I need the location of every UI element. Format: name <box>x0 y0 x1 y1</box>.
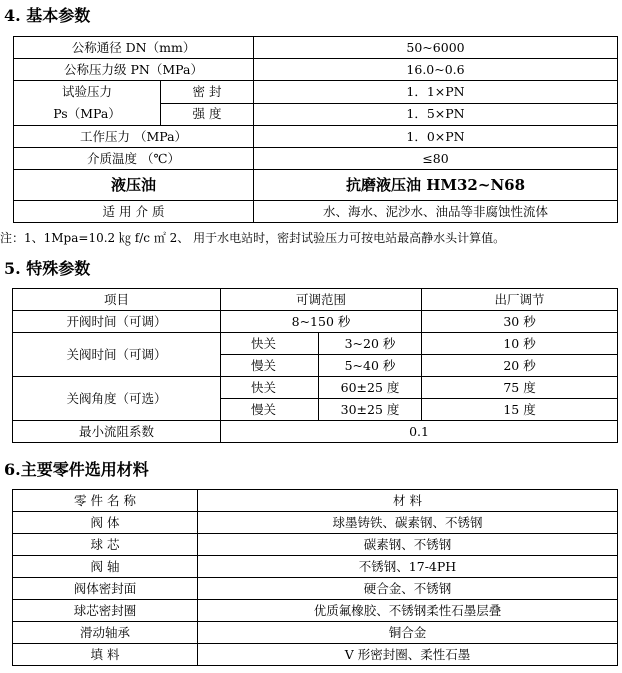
param-label: 适 用 介 质 <box>14 201 254 223</box>
test-pressure-label <box>14 81 161 126</box>
param-label: 液压油 <box>14 170 254 201</box>
part-name: 阀 体 <box>13 512 198 534</box>
param-value: 抗磨液压油 HM32~N68 <box>254 170 618 201</box>
footnote: 注：1、1Mpa=10.2 ㎏ f/c ㎡ 2、 用于水电站时，密封试验压力可按电站最高静水头计算值。 <box>0 231 506 245</box>
table-row <box>13 333 618 355</box>
param-label: 公称通径 DN（mm） <box>14 37 254 59</box>
param-value: 1．1×PN <box>254 81 618 104</box>
param-value: 50~6000 <box>254 37 618 59</box>
param-value: 1．5×PN <box>254 103 618 126</box>
table-row <box>14 170 618 201</box>
param-value: 1．0×PN <box>254 126 618 148</box>
table-row <box>13 289 618 311</box>
test-pressure-label-1: 试验压力 <box>61 84 112 99</box>
item-label: 最小流阻系数 <box>13 421 221 443</box>
item-label: 关阀角度（可选） <box>13 377 221 421</box>
table-row <box>13 311 618 333</box>
material: 优质氟橡胶、不锈钢柔性石墨层叠 <box>198 600 618 622</box>
range-value: 0.1 <box>221 421 618 443</box>
param-sublabel: 密 封 <box>161 81 254 104</box>
range-value: 5~40 秒 <box>319 355 422 377</box>
param-value: 水、海水、泥沙水、油品等非腐蚀性流体 <box>254 201 618 223</box>
part-name: 球芯密封圈 <box>13 600 198 622</box>
section4-heading: 4. 基本参数 <box>4 6 91 25</box>
factory-value: 30 秒 <box>422 311 618 333</box>
table-row <box>13 600 618 622</box>
material: 硬合金、不锈钢 <box>198 578 618 600</box>
param-value: ≤80 <box>254 148 618 170</box>
table-row <box>14 59 618 81</box>
table-row <box>14 37 618 59</box>
part-name: 阀 轴 <box>13 556 198 578</box>
range-value: 3~20 秒 <box>319 333 422 355</box>
material: 不锈钢、17-4PH <box>198 556 618 578</box>
material: 碳素钢、不锈钢 <box>198 534 618 556</box>
factory-value: 15 度 <box>422 399 618 421</box>
header-cell: 项目 <box>13 289 221 311</box>
table-row <box>13 377 618 399</box>
factory-value: 10 秒 <box>422 333 618 355</box>
header-cell: 出厂调节 <box>422 289 618 311</box>
materials-table <box>12 489 618 666</box>
part-name: 球 芯 <box>13 534 198 556</box>
range-value: 8~150 秒 <box>221 311 422 333</box>
factory-value: 75 度 <box>422 377 618 399</box>
material: 材 料 <box>198 490 618 512</box>
table-row <box>14 126 618 148</box>
factory-value: 20 秒 <box>422 355 618 377</box>
part-name: 阀体密封面 <box>13 578 198 600</box>
item-label: 开阀时间（可调） <box>13 311 221 333</box>
special-params-table <box>12 288 618 443</box>
basic-params-table <box>13 36 618 223</box>
param-label: 介质温度 （℃） <box>14 148 254 170</box>
table-row <box>14 81 618 104</box>
table-row <box>13 421 618 443</box>
mode-label: 慢关 <box>221 355 319 377</box>
table-row <box>13 556 618 578</box>
table-row <box>13 512 618 534</box>
range-value: 30±25 度 <box>319 399 422 421</box>
item-label: 关阀时间（可调） <box>13 333 221 377</box>
table-row <box>13 534 618 556</box>
material: 铜合金 <box>198 622 618 644</box>
section6-heading: 6.主要零件选用材料 <box>4 460 149 479</box>
table-row <box>13 490 618 512</box>
part-name: 滑动轴承 <box>13 622 198 644</box>
param-value: 16.0~0.6 <box>254 59 618 81</box>
table-row <box>14 201 618 223</box>
range-value: 60±25 度 <box>319 377 422 399</box>
table-row <box>14 148 618 170</box>
table-row <box>13 644 618 666</box>
table-row <box>13 622 618 644</box>
table-row <box>13 578 618 600</box>
material: 球墨铸铁、碳素钢、不锈钢 <box>198 512 618 534</box>
mode-label: 快关 <box>221 333 319 355</box>
mode-label: 慢关 <box>221 399 319 421</box>
param-label: 公称压力级 PN（MPa） <box>14 59 254 81</box>
material: V 形密封圈、柔性石墨 <box>198 644 618 666</box>
part-name: 填 料 <box>13 644 198 666</box>
param-label: 工作压力 （MPa） <box>14 126 254 148</box>
part-name: 零 件 名 称 <box>13 490 198 512</box>
mode-label: 快关 <box>221 377 319 399</box>
param-sublabel: 强 度 <box>161 103 254 126</box>
test-pressure-label-2: Ps（MPa） <box>53 106 121 121</box>
section5-heading: 5. 特殊参数 <box>4 259 91 278</box>
header-cell: 可调范围 <box>221 289 422 311</box>
